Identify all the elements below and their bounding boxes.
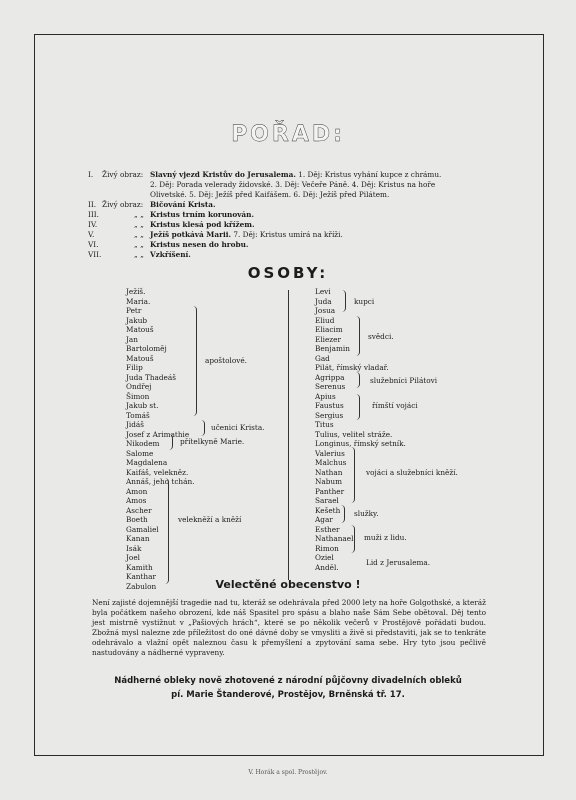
cast-name: Rimon: [315, 543, 339, 553]
cast-name: Eliezer: [315, 334, 341, 344]
cast-name: Joel: [126, 553, 140, 562]
program-row: [88, 180, 508, 190]
cast-name: Sergius: [315, 410, 344, 420]
cast-name: Jan: [126, 334, 138, 344]
cast-name: Matouš: [126, 325, 154, 334]
program-row: [88, 230, 508, 240]
velectene-heading: Velectěné obecenstvo !: [215, 578, 361, 591]
program-text: [150, 250, 191, 260]
group-label-guards: vojáci a služebníci kněží.: [366, 468, 458, 477]
cast-name: Eliacim: [315, 325, 343, 334]
program-number: I.: [88, 170, 94, 179]
cast-name: Eliud: [315, 315, 335, 325]
cast-name: Panther: [315, 486, 345, 496]
group-label-men: muži z lidu.: [364, 533, 407, 542]
cast-name: Nathanael: [315, 534, 354, 543]
cast-name: Nabum: [315, 477, 343, 486]
program-text: [150, 240, 248, 250]
cast-name: Zabulon: [126, 581, 157, 591]
program-row: [88, 240, 508, 250]
cast-name: Serenus: [315, 382, 346, 391]
brace-servants: [355, 372, 360, 388]
group-label-maids: služky.: [354, 509, 379, 518]
cast-name: Ondřej: [126, 382, 152, 391]
program-list: [88, 170, 508, 260]
program-number: VII.: [88, 250, 102, 259]
program-number: VI.: [88, 240, 99, 249]
cast-name: Filip: [126, 363, 143, 372]
program-text: [150, 220, 255, 230]
cast-name: Josef z Arimathie: [126, 429, 190, 439]
cast-name: Sarael: [315, 496, 339, 505]
program-continuation: Olivetské. 5. Děj: Ježíš před Kaifášem. 6. Děj: Ježíš před Pilátem.: [150, 190, 390, 199]
program-scene-title: Bičování Krista.: [150, 200, 216, 209]
cast-name: Jakub: [126, 315, 148, 325]
cast-name: Annáš, jeho tchán.: [126, 477, 195, 486]
brace-disciples: [200, 420, 205, 436]
cast-name: Apius: [315, 391, 336, 401]
program-scene-title: Kristus trním korunován.: [150, 210, 255, 219]
cast-name: Juda: [315, 296, 332, 306]
brace-friends: [168, 434, 173, 450]
program-scene-rest: 1. Děj: Kristus vyhání kupce z chrámu.: [298, 170, 442, 179]
cast-name: Levi: [315, 287, 331, 296]
program-scene-rest: 7. Děj: Kristus umírá na kříži.: [233, 230, 343, 239]
cast-name: Titus: [315, 420, 334, 429]
cast-name: Malchus: [315, 458, 347, 467]
printer-imprint: V. Horák a spol. Prostějov.: [248, 769, 328, 776]
cast-name: Pilát, římský vladař.: [315, 363, 389, 372]
footer-line-1: Nádherné obleky nově zhotovené z národní půjčovny divadelních obleků: [114, 676, 462, 686]
cast-name: Ascher: [126, 505, 152, 515]
cast-name: Juda Thadeáš: [126, 372, 176, 382]
program-label: „ „: [134, 250, 144, 259]
program-scene-title: Kristus klesá pod křížem.: [150, 220, 255, 229]
crowd-label: Lid z Jerusalema.: [366, 558, 431, 567]
program-scene-title: Ježíš potkává Marii.: [150, 230, 232, 239]
cast-name: Josua: [315, 306, 336, 315]
cast-name: Tomáš: [126, 410, 150, 420]
group-label-servants: služebníci Pilátovi: [370, 376, 438, 385]
brace-men: [350, 525, 355, 553]
cast-name: Benjamin: [315, 344, 350, 353]
right-cast-list: [315, 287, 406, 572]
cast-name: Amon: [126, 486, 148, 496]
brace-guards: [350, 447, 355, 503]
brace-merchants: [341, 290, 346, 312]
page-title: POŘAD:: [231, 122, 345, 147]
cast-name: Tulius, velitel stráže.: [315, 429, 393, 439]
group-label-merchants: kupci: [354, 297, 375, 306]
cast-name: Longinus, římský setník.: [315, 439, 406, 448]
program-continuation: 2. Děj: Porada velerady židovské. 3. Děj: Večeře Páně. 4. Děj: Kristus na hoře: [150, 180, 436, 189]
brace-priests: [164, 478, 169, 584]
program-label: „ „: [134, 210, 144, 219]
cast-name: Oziel: [315, 553, 334, 562]
group-label-disciples: učenici Krista.: [211, 423, 265, 432]
cast-name: Boeth: [126, 515, 148, 524]
program-number: II.: [88, 200, 97, 209]
program-row: [88, 210, 508, 220]
cast-name: Nikodem: [126, 439, 160, 448]
cast-name: Petr: [126, 306, 142, 315]
group-label-friends: přítelkyně Marie.: [180, 437, 245, 446]
cast-name: Amos: [126, 496, 147, 505]
program-number: III.: [88, 210, 99, 219]
program-row: [88, 250, 508, 260]
cast-name: Nathan: [315, 467, 343, 477]
program-label: Živý obraz:: [102, 200, 144, 209]
body-paragraph: Není zajisté dojemnější tragedie nad tu, kteráž se odehrávala před 2000 lety na hoře Golgothské, a kteráž byla počátkem našeho obrození, kde náš Spasitel pro spásu a blaho naše Sám Sebe obětoval. Děj tento jest mistrně vystižnut v „Pašiových hrách“, které se po několik večerů v Prostějově pořádati budou. Zbožná mysl nalezne zde příležitost do oné dávné doby se vmysliti a živě si představiti, jak se to tenkráte odehrávalo a vlažní opět naleznou času k přemyšlení a zpytování sama sebe. Hry tyto jsou pečlivě nastudovány a nádherné vypraveny.: [92, 598, 486, 657]
group-label-apostles: apoštolové.: [205, 356, 247, 365]
cast-name: Isák: [126, 543, 142, 553]
cast-name: Matouš: [126, 353, 154, 363]
cast-name: Jidáš: [126, 420, 145, 429]
footer-line-2: pí. Marie Štanderové, Prostějov, Brněnská tř. 17.: [171, 690, 405, 700]
cast-name: Kanan: [126, 534, 150, 543]
cast-name: Kanthar: [126, 572, 156, 581]
program-text: [150, 200, 216, 210]
program-label: Živý obraz:: [102, 170, 144, 179]
cast-name: Gad: [315, 353, 330, 363]
group-label-soldiers: římští vojáci: [372, 401, 418, 410]
program-number: V.: [88, 230, 95, 239]
cast-name: Valerius: [315, 448, 345, 458]
program-scene-title: Kristus nesen do hrobu.: [150, 240, 249, 249]
program-row: [88, 170, 508, 180]
cast-name: Bartoloměj: [126, 344, 167, 353]
cast-name: Maria.: [126, 296, 151, 306]
program-scene-title: Slavný vjezd Kristův do Jerusalema.: [150, 170, 296, 179]
program-row: [88, 220, 508, 230]
program-label: „ „: [134, 240, 144, 249]
program-text: [150, 170, 441, 180]
cast-name: Magdalena: [126, 458, 168, 467]
cast-divider: [288, 290, 289, 580]
brace-maids: [340, 505, 345, 523]
program-label: „ „: [134, 220, 144, 229]
cast-name: Esther: [315, 524, 340, 534]
program-text: [150, 230, 343, 240]
program-label: „ „: [134, 230, 144, 239]
program-scene-title: Vzkříšení.: [150, 250, 191, 259]
cast-name: Kamith: [126, 562, 153, 572]
program-row: [88, 190, 508, 200]
brace-apostles: [192, 306, 197, 416]
program-row: [88, 200, 508, 210]
group-label-witnesses: svědci.: [368, 332, 394, 341]
cast-name: Jakub st.: [126, 401, 159, 410]
program-number: IV.: [88, 220, 98, 229]
cast-name: Salome: [126, 448, 154, 458]
group-label-priests: velekněží a kněží: [178, 515, 242, 524]
cast-name: Agar: [315, 515, 333, 524]
cast-name: Ježíš.: [126, 287, 146, 296]
osoby-heading: OSOBY:: [247, 264, 329, 282]
cast-name: Kaifáš, velekněz.: [126, 467, 189, 477]
brace-soldiers: [355, 394, 360, 420]
cast-name: Anděl.: [315, 562, 339, 572]
cast-name: Šimon: [126, 391, 150, 401]
cast-name: Kešeth: [315, 505, 341, 515]
brace-witnesses: [355, 316, 360, 356]
cast-name: Faustus: [315, 401, 344, 410]
cast-name: Agrippa: [315, 372, 345, 382]
cast-name: Gamaliel: [126, 524, 159, 534]
program-text: [150, 210, 254, 220]
